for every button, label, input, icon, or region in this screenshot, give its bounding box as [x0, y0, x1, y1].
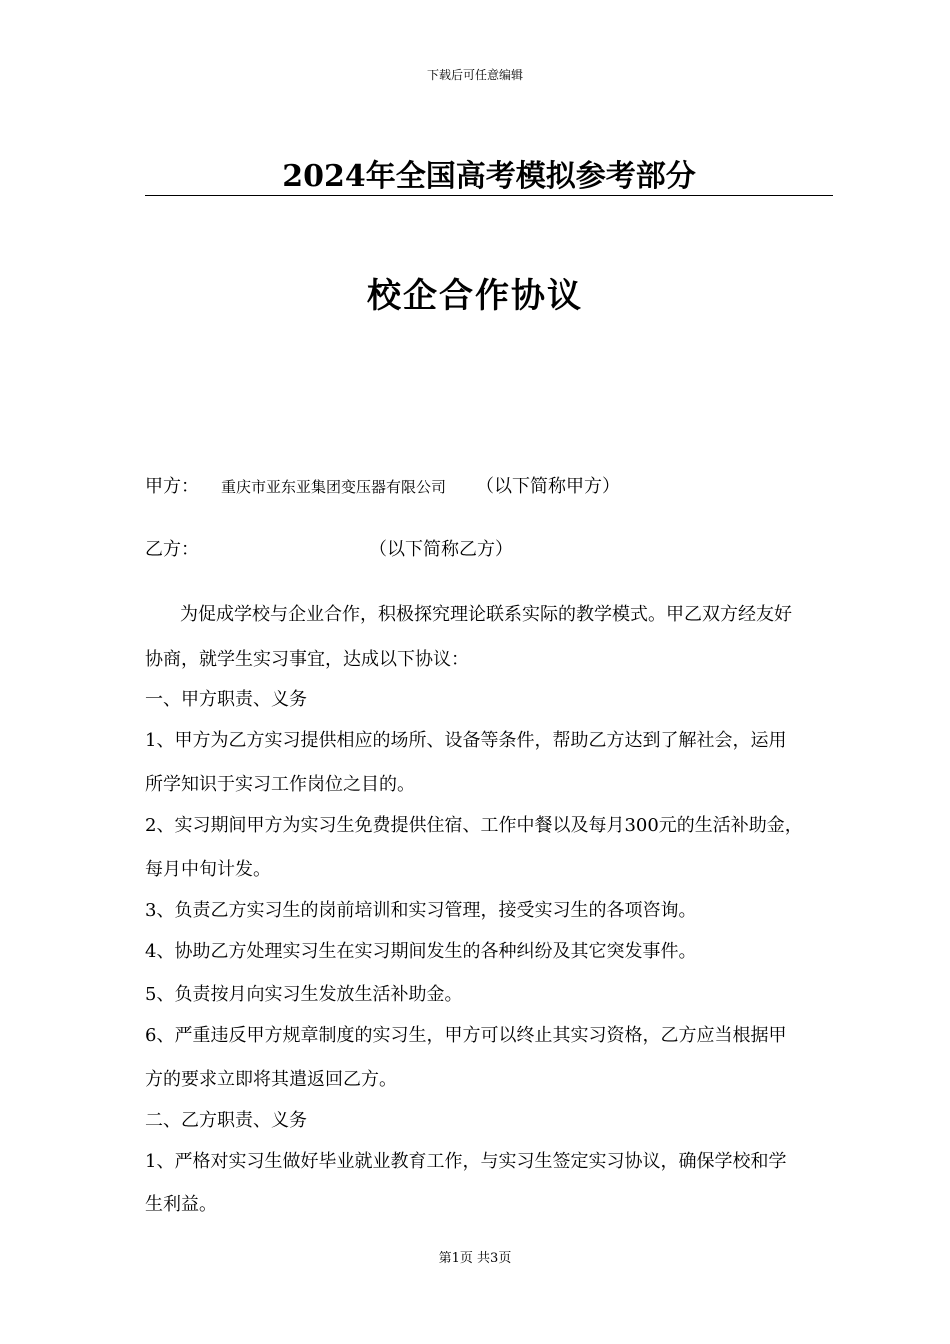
party-a-name: 重庆市亚东亚集团变压器有限公司 [221, 478, 447, 496]
party-b-abbr: （以下简称乙方） [369, 539, 513, 560]
clause-line: 方的要求立即将其遣返回乙方。 [145, 1069, 397, 1090]
party-b-line [145, 538, 513, 562]
party-a-abbr: （以下简称甲方） [476, 476, 621, 497]
clause-line: 生利益。 [145, 1194, 217, 1215]
clause-line: 6、严重违反甲方规章制度的实习生，甲方可以终止其实习资格，乙方应当根据甲 [145, 1025, 787, 1046]
clause-line: 1、严格对实习生做好毕业就业教育工作，与实习生签定实习协议，确保学校和学 [145, 1151, 787, 1172]
clause-line: 4、协助乙方处理实习生在实习期间发生的各种纠纷及其它突发事件。 [145, 941, 697, 962]
party-a-label: 甲方： [145, 476, 199, 497]
clause-line: 5、负责按月向实习生发放生活补助金。 [145, 984, 463, 1005]
clause-line: 1、甲方为乙方实习提供相应的场所、设备等条件，帮助乙方达到了解社会，运用 [145, 730, 787, 751]
page-number-footer: 第1页 共3页 [438, 1251, 512, 1266]
party-a-line [145, 475, 620, 499]
section-heading: 一、甲方职责、义务 [145, 689, 307, 710]
body-paragraph-line: 为促成学校与企业合作，积极探究理论联系实际的教学模式。甲乙双方经友好 [180, 604, 792, 625]
header-note: 下载后可任意编辑 [426, 68, 523, 82]
clause-line: 所学知识于实习工作岗位之目的。 [145, 774, 415, 795]
party-b-label: 乙方： [145, 539, 199, 560]
section-heading: 二、乙方职责、义务 [145, 1110, 307, 1131]
clause-line: 3、负责乙方实习生的岗前培训和实习管理，接受实习生的各项咨询。 [145, 900, 697, 921]
document-title: 校企合作协议 [367, 276, 583, 316]
clause-line: 每月中旬计发。 [145, 859, 271, 880]
banner-title: 2024年全国高考模拟参考部分 [282, 159, 696, 194]
body-paragraph-line: 协商，就学生实习事宜，达成以下协议： [145, 649, 469, 670]
banner-underline [145, 195, 833, 196]
clause-line: 2、实习期间甲方为实习生免费提供住宿、工作中餐以及每月300元的生活补助金， [145, 815, 803, 836]
